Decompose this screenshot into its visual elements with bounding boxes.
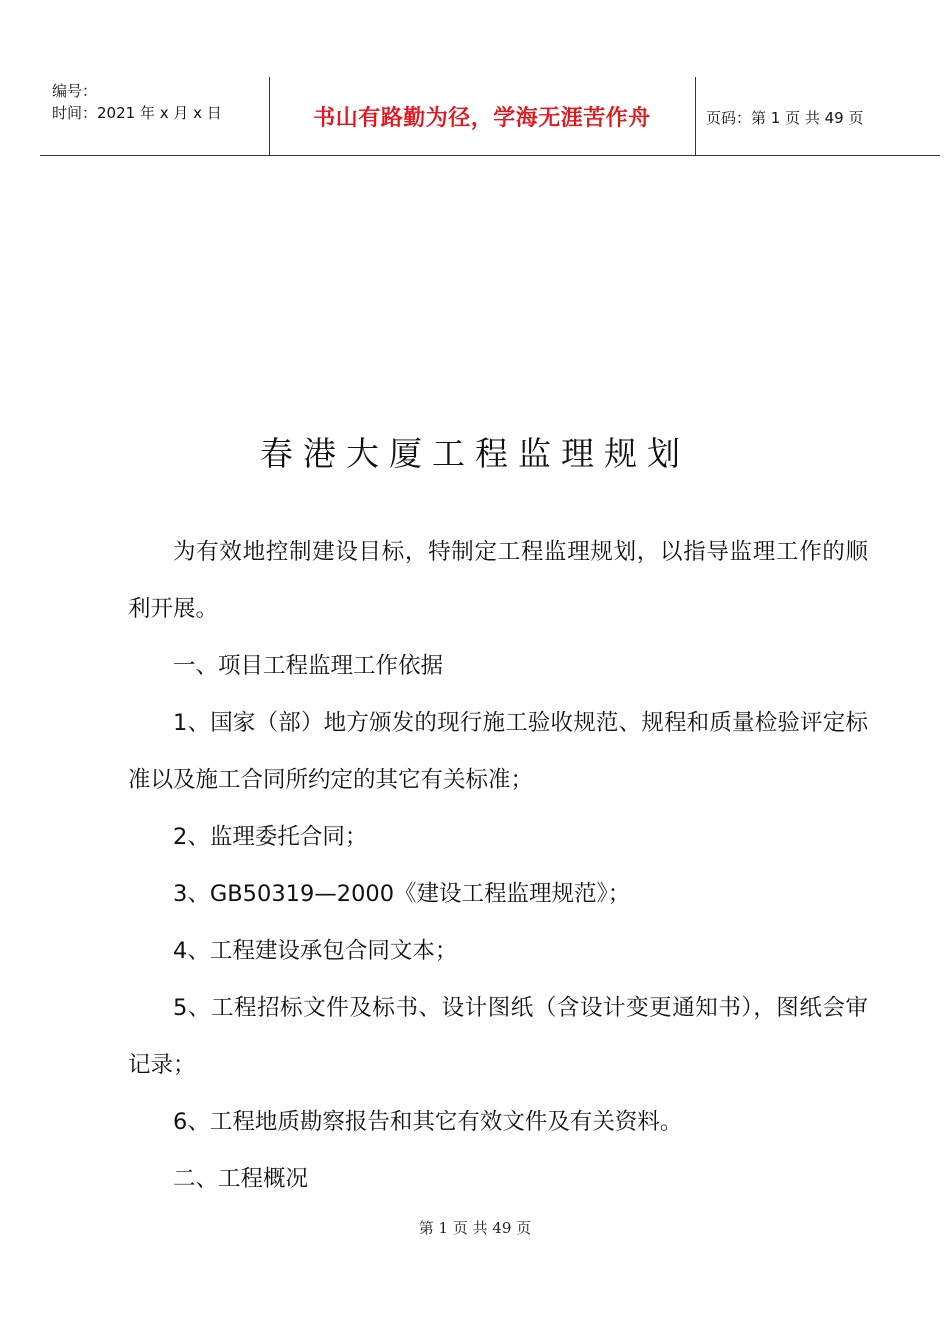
header-motto-cell <box>269 77 696 155</box>
paragraph: 为有效地控制建设目标，特制定工程监理规划，以指导监理工作的顺利开展。 <box>128 539 868 622</box>
page-footer: 第 1 页 共 49 页 <box>418 1219 532 1237</box>
header-page-code: 页码：第 1 页 共 49 页 <box>706 109 864 127</box>
document-title: 春港大厦工程监理规划 <box>260 434 690 474</box>
list-item: 5、工程招标文件及标书、设计图纸（含设计变更通知书），图纸会审记录； <box>128 995 868 1078</box>
header-page-cell <box>696 77 940 155</box>
list-item: 3、GB50319—2000《建设工程监理规范》； <box>173 881 631 907</box>
header-motto: 书山有路勤为径，学海无涯苦作舟 <box>313 105 651 131</box>
section-heading: 二、工程概况 <box>173 1166 309 1192</box>
header-info-cell <box>40 77 270 155</box>
list-item: 2、监理委托合同； <box>173 824 368 850</box>
document-number-label: 编号： <box>52 82 98 100</box>
list-item: 4、工程建设承包合同文本； <box>173 938 458 964</box>
list-item: 1、国家（部）地方颁发的现行施工验收规范、规程和质量检验评定标准以及施工合同所约定的其它有关标准； <box>128 710 868 793</box>
document-body <box>128 524 868 1208</box>
document-time-label: 时间：2021 年 x 月 x 日 <box>52 104 222 122</box>
list-item: 6、工程地质勘察报告和其它有效文件及有关资料。 <box>173 1109 683 1135</box>
header-table <box>40 77 940 156</box>
section-heading: 一、项目工程监理工作依据 <box>173 653 444 679</box>
